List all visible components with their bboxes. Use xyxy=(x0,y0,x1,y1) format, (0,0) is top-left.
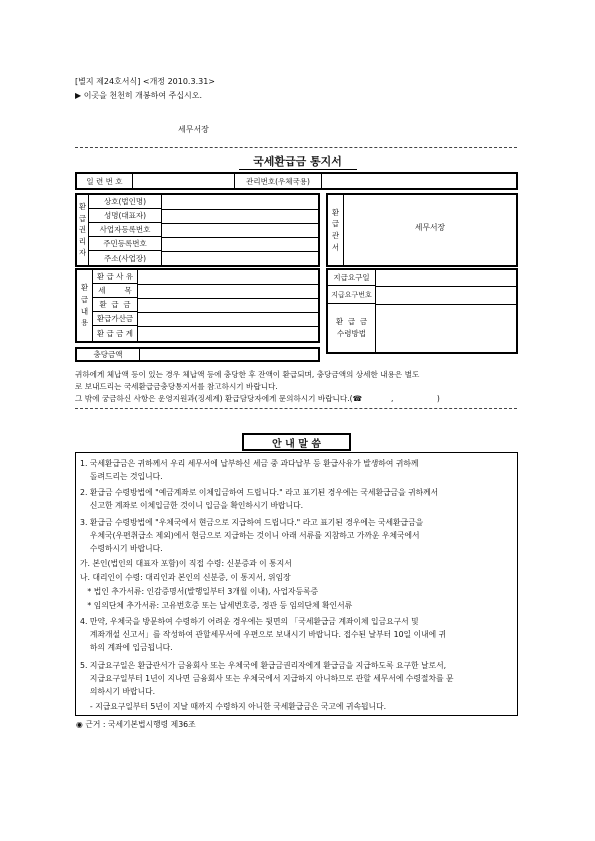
field-refund-total: 환 급 금 계 xyxy=(93,326,138,341)
notice-line-3: 그 밖에 궁금하신 사항은 운영지원과(징세계) 환급담당자에게 문의하시기 바랍니다.(☎ , ) xyxy=(75,394,440,403)
rights-holder-label: 환 급 권 리 자 xyxy=(77,195,89,265)
guide-line: * 임의단체 추가서류: 고유번호증 또는 납세번호증, 정관 등 임의단체 확인서류 xyxy=(80,601,353,610)
field-business-number: 사업자등록번호 xyxy=(89,223,162,237)
sender-office: 세무서장 xyxy=(178,125,209,134)
guide-line: 신고한 계좌로 이체입금한 것이니 입금을 확인하시기 바랍니다. xyxy=(80,501,304,510)
form-number: [별지 제24호서식] <개정 2010.3.31> xyxy=(75,77,215,86)
refund-office-label: 환 급 관 서 xyxy=(328,195,344,265)
receipt-method-label: 환 급 금 수령방법 xyxy=(328,304,376,352)
guide-line: 하의 계좌에 입금됩니다. xyxy=(80,643,173,652)
refund-content-label: 환 급 내 용 xyxy=(77,270,93,341)
guide-line: 4. 만약, 우체국을 방문하여 수령하기 어려운 경우에는 뒷면의 「국세환급금 계좌이체 입금요구서 및 xyxy=(80,617,419,626)
guide-line: 나. 대리인이 수령: 대리인과 본인의 신분증, 이 통지서, 위임장 xyxy=(80,573,291,582)
request-number-label: 지급요구번호 xyxy=(328,286,376,304)
guide-line: 5. 지급요구일은 환급관서가 금융회사 또는 우체국에 환급금권리자에게 환급금을 지급하도록 요구한 날로서, xyxy=(80,661,447,670)
serial-label: 일 련 번 호 xyxy=(77,174,133,188)
field-resident-number: 주민등록번호 xyxy=(89,237,162,251)
field-refund-interest: 환급가산금 xyxy=(93,312,138,326)
form-title: 국세환급금 통지서 xyxy=(253,155,342,168)
field-representative: 성명(대표자) xyxy=(89,209,162,223)
guide-line: 우체국(우편취급소 제외)에서 현금으로 지급하는 것이니 아래 서류를 지참하고 가까운 우체국에서 xyxy=(80,531,420,540)
field-refund-reason: 환 급 사 유 xyxy=(93,270,138,284)
legal-basis: ◉ 근거 : 국세기본법시행령 제36조 xyxy=(76,720,196,729)
guide-line: - 지급요구일부터 5년이 지날 때까지 수령하지 아니한 국세환급금은 국고에 귀속됩니다. xyxy=(80,702,387,711)
field-refund-amount: 환 급 금 xyxy=(93,298,138,312)
notice-line-2: 로 보내드리는 국세환급금충당통지서를 참고하시기 바랍니다. xyxy=(75,382,278,391)
refund-office-value: 세무서장 xyxy=(414,223,446,232)
field-tax-item: 세 목 xyxy=(93,284,138,298)
guide-line: 3. 환급금 수령방법에 "우체국에서 현금으로 지급하여 드립니다." 라고 표기된 경우에는 국세환급금을 xyxy=(80,518,424,527)
request-date-label: 지급요구일 xyxy=(328,270,376,286)
mgmt-number-label: 관리번호(우체국용) xyxy=(234,174,322,188)
guide-line: 가. 본인(법인의 대표자 포함)이 직접 수령: 신분증과 이 통지서 xyxy=(80,559,292,568)
guide-line: 돌려드리는 것입니다. xyxy=(80,472,163,481)
guide-line: 계좌개설 신고서」를 작성하여 관할세무서에 우편으로 보내시기 바랍니다. 접수된 날부터 10일 이내에 귀 xyxy=(80,630,447,639)
guide-title: 안 내 말 씀 xyxy=(242,433,351,451)
guide-line: 1. 국세환급금은 귀하께서 우리 세무서에 납부하신 세금 중 과다납부 등 환급사유가 발생하여 귀하께 xyxy=(80,459,419,468)
guide-line: 지급요구일부터 1년이 지나면 금융회사 또는 우체국에서 지급하지 아니하므로 관할 세무서에 수령절차를 문 xyxy=(80,674,454,683)
open-instruction: ▶ 이곳을 천천히 개봉하여 주십시오. xyxy=(75,91,203,100)
cut-line-top xyxy=(75,147,517,148)
guide-line: * 법인 추가서류: 인감증명서(발행일부터 3개월 이내), 사업자등록증 xyxy=(80,587,319,596)
cut-line-bottom xyxy=(75,408,517,409)
notice-line-1: 귀하에게 체납액 등이 있는 경우 체납액 등에 충당한 후 잔액이 환급되며, 충당금액의 상세한 내용은 별도 xyxy=(75,370,420,379)
field-company-name: 상호(법인명) xyxy=(89,195,162,209)
guide-line: 의하시기 바랍니다. xyxy=(80,687,156,696)
guide-line: 수령하시기 바랍니다. xyxy=(80,544,163,553)
field-address: 주소(사업장) xyxy=(89,251,162,265)
title-underline xyxy=(239,169,357,170)
guide-line: 2. 환급금 수령방법에 "예금계좌로 이체입금하여 드립니다." 라고 표기된 경우에는 국세환급금을 귀하께서 xyxy=(80,488,439,497)
offset-amount-label: 충당금액 xyxy=(77,349,140,360)
